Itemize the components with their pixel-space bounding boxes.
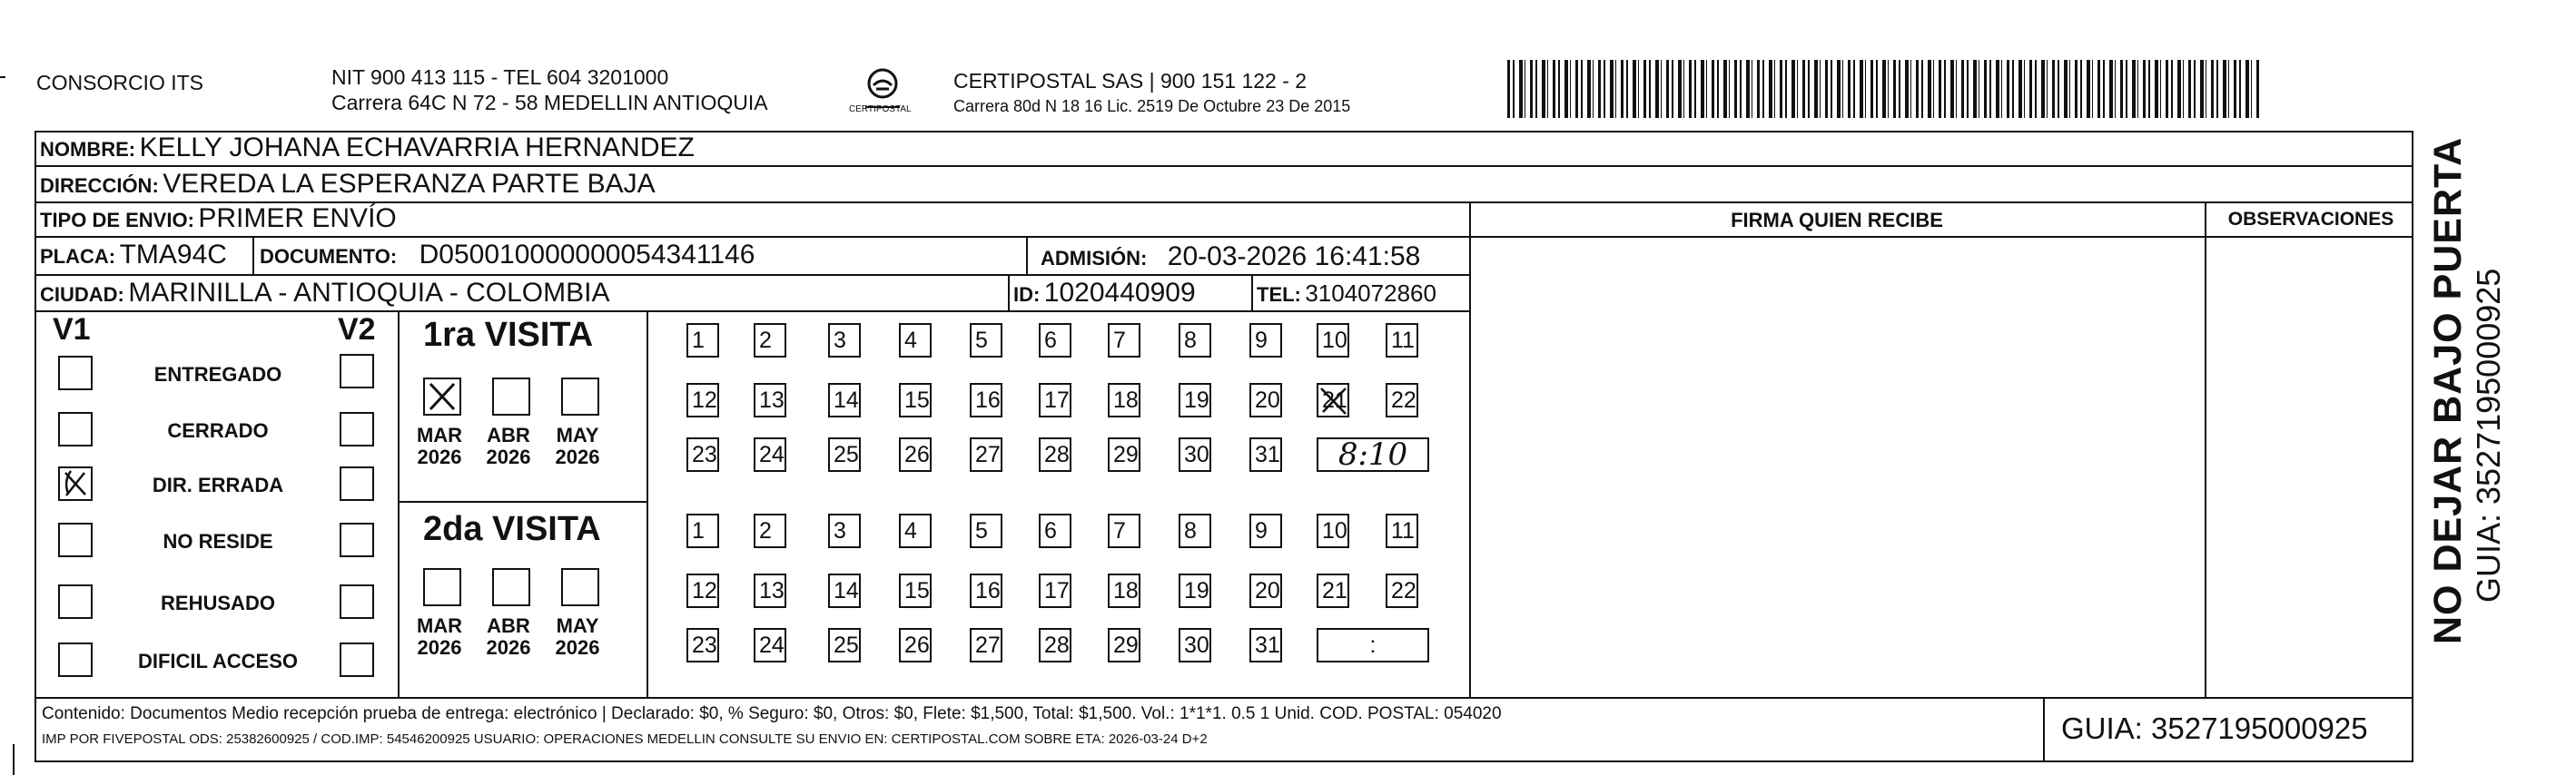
v2-checkbox[interactable] — [340, 643, 374, 677]
visit2-year-label: 2026 — [486, 636, 531, 659]
visit1-day-box[interactable]: 14 — [828, 383, 861, 417]
footer-content-line: Contenido: Documentos Medio recepción prueba de entrega: electrónico | Declarado: $0, % Seguro: $0, Otros: $0, Flete: $1,500, Total: $1,500. Vol.: 1*1*1. 0.5 1 Unid. COD. POSTAL: 054020 — [42, 704, 1502, 723]
visit2-day-box[interactable]: 21 — [1317, 574, 1349, 608]
visit1-month-checkbox[interactable] — [492, 378, 530, 416]
v1-checkbox[interactable] — [58, 356, 93, 390]
v1-checkbox[interactable] — [58, 412, 93, 446]
visit1-year-label: 2026 — [486, 446, 531, 468]
tipo-label: TIPO DE ENVIO: — [40, 209, 194, 231]
visit2-day-box[interactable]: 24 — [754, 628, 786, 662]
visit1-day-box[interactable]: 11 — [1386, 323, 1418, 358]
side-warning: NO DEJAR BAJO PUERTA — [2426, 136, 2470, 644]
visit2-day-box[interactable]: 4 — [899, 514, 932, 548]
visit2-day-box[interactable]: 27 — [970, 628, 1002, 662]
status-label: DIFICIL ACCESO — [137, 650, 298, 672]
v1-checkbox[interactable] — [58, 584, 93, 619]
visit1-month-label: MAR — [416, 424, 463, 446]
visit1-day-box[interactable]: 19 — [1179, 383, 1211, 417]
direccion-row — [40, 169, 656, 200]
visit2-year-label: 2026 — [417, 636, 462, 659]
documento-field — [260, 240, 755, 270]
visit1-day-box[interactable]: 1 — [686, 323, 719, 358]
address-line: Carrera 64C N 72 - 58 MEDELLIN ANTIOQUIA — [331, 91, 768, 114]
visit2-month-label: MAR — [416, 614, 463, 637]
visit2-day-box[interactable]: 10 — [1317, 514, 1349, 548]
visit2-year-label: 2026 — [555, 636, 600, 659]
placa-value: TMA94C — [119, 240, 227, 270]
documento-label: DOCUMENTO: — [260, 245, 398, 268]
visit1-day-box[interactable]: 24 — [754, 437, 786, 472]
visit1-title: 1ra VISITA — [423, 316, 594, 354]
visit2-month-label: MAY — [556, 614, 599, 637]
visit1-day-box[interactable]: 20 — [1249, 383, 1282, 417]
v2-checkbox[interactable] — [340, 412, 374, 446]
logo-text: CERTIPOSTAL — [849, 104, 912, 114]
status-label: NO RESIDE — [163, 530, 273, 553]
ciudad-field — [40, 278, 609, 309]
visit1-day-box[interactable]: 7 — [1108, 323, 1140, 358]
status-label: DIR. ERRADA — [152, 474, 284, 496]
placa-label: PLACA: — [40, 245, 116, 268]
certipostal-sub: Carrera 80d N 18 16 Lic. 2519 De Octubre 23 De 2015 — [953, 97, 1351, 115]
visit2-time-box[interactable]: : — [1317, 628, 1429, 662]
visit1-month-label: ABR — [487, 424, 530, 446]
visit2-day-box[interactable]: 7 — [1108, 514, 1140, 548]
firma-label: FIRMA QUIEN RECIBE — [1731, 209, 1943, 231]
visit1-day-box[interactable]: 23 — [686, 437, 719, 472]
nombre-row — [40, 132, 695, 163]
footer-guia: GUIA: 3527195000925 — [2061, 711, 2368, 745]
admision-field — [1041, 241, 1420, 272]
status-label: ENTREGADO — [153, 363, 282, 386]
observaciones-label: OBSERVACIONES — [2227, 209, 2394, 230]
nit-line: NIT 900 413 115 - TEL 604 3201000 — [331, 65, 669, 89]
footer-print-line: IMP POR FIVEPOSTAL ODS: 25382600925 / COD.IMP: 54546200925 USUARIO: OPERACIONES MEDELLIN CONSULTE SU ENVIO EN: CERTIPOSTAL.COM SOBRE ETA: 2026-03-24 D+2 — [42, 731, 1208, 747]
status-label: CERRADO — [167, 419, 269, 442]
certipostal-line: CERTIPOSTAL SAS | 900 151 122 - 2 — [953, 69, 1308, 93]
visit1-day-box[interactable]: 25 — [828, 437, 861, 472]
visit1-day-box[interactable]: 27 — [970, 437, 1002, 472]
visit2-day-box[interactable]: 30 — [1179, 628, 1211, 662]
v2-checkbox[interactable] — [340, 584, 374, 619]
v2-checkbox[interactable] — [340, 354, 374, 388]
visit2-month-checkbox[interactable] — [423, 568, 461, 606]
visit2-day-box[interactable]: 23 — [686, 628, 719, 662]
tipo-row — [40, 203, 397, 234]
visit1-year-label: 2026 — [555, 446, 600, 468]
visit2-day-box[interactable]: 26 — [899, 628, 932, 662]
v2-header: V2 — [338, 312, 376, 347]
v1-checkbox[interactable] — [58, 523, 93, 557]
visit1-month-label: MAY — [556, 424, 599, 446]
visit2-day-box[interactable]: 14 — [828, 574, 861, 608]
visit1-day-box[interactable]: 15 — [899, 383, 932, 417]
visit2-day-box[interactable]: 15 — [899, 574, 932, 608]
admision-label: ADMISIÓN: — [1041, 247, 1148, 270]
company-name: CONSORCIO ITS — [36, 71, 204, 94]
edge-mark — [0, 76, 5, 78]
visit2-day-box[interactable]: 18 — [1108, 574, 1140, 608]
visit1-day-box[interactable]: 22 — [1386, 383, 1418, 417]
visit2-month-checkbox[interactable] — [492, 568, 530, 606]
visit2-day-box[interactable]: 8 — [1179, 514, 1211, 548]
visit2-day-box[interactable]: 19 — [1179, 574, 1211, 608]
direccion-value: VEREDA LA ESPERANZA PARTE BAJA — [163, 169, 656, 199]
tel-field — [1257, 280, 1436, 308]
visit1-day-box[interactable]: 3 — [828, 323, 861, 358]
tel-value: 3104072860 — [1305, 280, 1436, 307]
v2-checkbox[interactable] — [340, 523, 374, 557]
visit2-day-box[interactable]: 5 — [970, 514, 1002, 548]
visit2-day-box[interactable]: 25 — [828, 628, 861, 662]
visit2-day-box[interactable]: 1 — [686, 514, 719, 548]
direccion-label: DIRECCIÓN: — [40, 174, 159, 197]
visit2-day-box[interactable]: 17 — [1039, 574, 1071, 608]
visit1-day-box[interactable]: 6 — [1039, 323, 1071, 358]
visit1-day-box[interactable]: 13 — [754, 383, 786, 417]
ciudad-label: CIUDAD: — [40, 283, 124, 306]
status-label: REHUSADO — [161, 592, 275, 614]
nombre-value: KELLY JOHANA ECHAVARRIA HERNANDEZ — [139, 132, 695, 162]
visit1-day-box[interactable]: 28 — [1039, 437, 1071, 472]
visit2-day-box[interactable]: 28 — [1039, 628, 1071, 662]
visit1-day-box[interactable]: 16 — [970, 383, 1002, 417]
visit1-day-box[interactable]: 4 — [899, 323, 932, 358]
visit1-day-box[interactable]: 31 — [1249, 437, 1282, 472]
admision-value: 20-03-2026 16:41:58 — [1167, 241, 1421, 271]
id-value: 1020440909 — [1043, 278, 1196, 308]
visit2-day-box[interactable]: 9 — [1249, 514, 1282, 548]
visit1-time-box[interactable]: 8:10 — [1317, 437, 1429, 472]
visit2-day-box[interactable]: 2 — [754, 514, 786, 548]
documento-value: D050010000000054341146 — [419, 240, 755, 270]
visit1-month-checkbox[interactable] — [561, 378, 599, 416]
visit2-day-box[interactable]: 29 — [1108, 628, 1140, 662]
nombre-label: NOMBRE: — [40, 138, 136, 161]
visit1-day-box[interactable]: 30 — [1179, 437, 1211, 472]
visit2-day-box[interactable]: 22 — [1386, 574, 1418, 608]
visit1-day-box[interactable]: 2 — [754, 323, 786, 358]
v1-header: V1 — [53, 312, 91, 347]
visit1-day-box[interactable]: 8 — [1179, 323, 1211, 358]
visit2-day-box[interactable]: 6 — [1039, 514, 1071, 548]
visit2-day-box[interactable]: 20 — [1249, 574, 1282, 608]
placa-field — [40, 240, 227, 270]
visit1-day-box[interactable]: 26 — [899, 437, 932, 472]
visit1-day-box[interactable]: 12 — [686, 383, 719, 417]
visit2-day-box[interactable]: 16 — [970, 574, 1002, 608]
visit1-day-box[interactable]: 29 — [1108, 437, 1140, 472]
id-label: ID: — [1013, 283, 1041, 306]
v2-checkbox[interactable] — [340, 466, 374, 501]
visit2-month-label: ABR — [487, 614, 530, 637]
visit2-day-box[interactable]: 3 — [828, 514, 861, 548]
visit1-day-box[interactable]: 10 — [1317, 323, 1349, 358]
visit1-day-box[interactable]: 17 — [1039, 383, 1071, 417]
edge-mark — [13, 744, 15, 775]
visit1-month-checkbox[interactable] — [423, 378, 461, 416]
tel-label: TEL: — [1257, 283, 1301, 306]
visit2-day-box[interactable]: 13 — [754, 574, 786, 608]
visit1-day-box[interactable]: 21 — [1317, 383, 1349, 417]
visit2-day-box[interactable]: 11 — [1386, 514, 1418, 548]
v1-checkbox[interactable] — [58, 466, 93, 501]
visit2-day-box[interactable]: 31 — [1249, 628, 1282, 662]
visit1-day-box[interactable]: 5 — [970, 323, 1002, 358]
id-field — [1013, 278, 1196, 309]
visit2-month-checkbox[interactable] — [561, 568, 599, 606]
visit2-title: 2da VISITA — [423, 510, 601, 548]
v1-checkbox[interactable] — [58, 643, 93, 677]
visit1-day-box[interactable]: 9 — [1249, 323, 1282, 358]
side-guia: GUIA: 3527195000925 — [2470, 268, 2507, 603]
ciudad-value: MARINILLA - ANTIOQUIA - COLOMBIA — [128, 278, 610, 308]
barcode — [1507, 60, 2261, 118]
tipo-value: PRIMER ENVÍO — [198, 203, 397, 233]
visit1-day-box[interactable]: 18 — [1108, 383, 1140, 417]
visit1-year-label: 2026 — [417, 446, 462, 468]
visit2-day-box[interactable]: 12 — [686, 574, 719, 608]
